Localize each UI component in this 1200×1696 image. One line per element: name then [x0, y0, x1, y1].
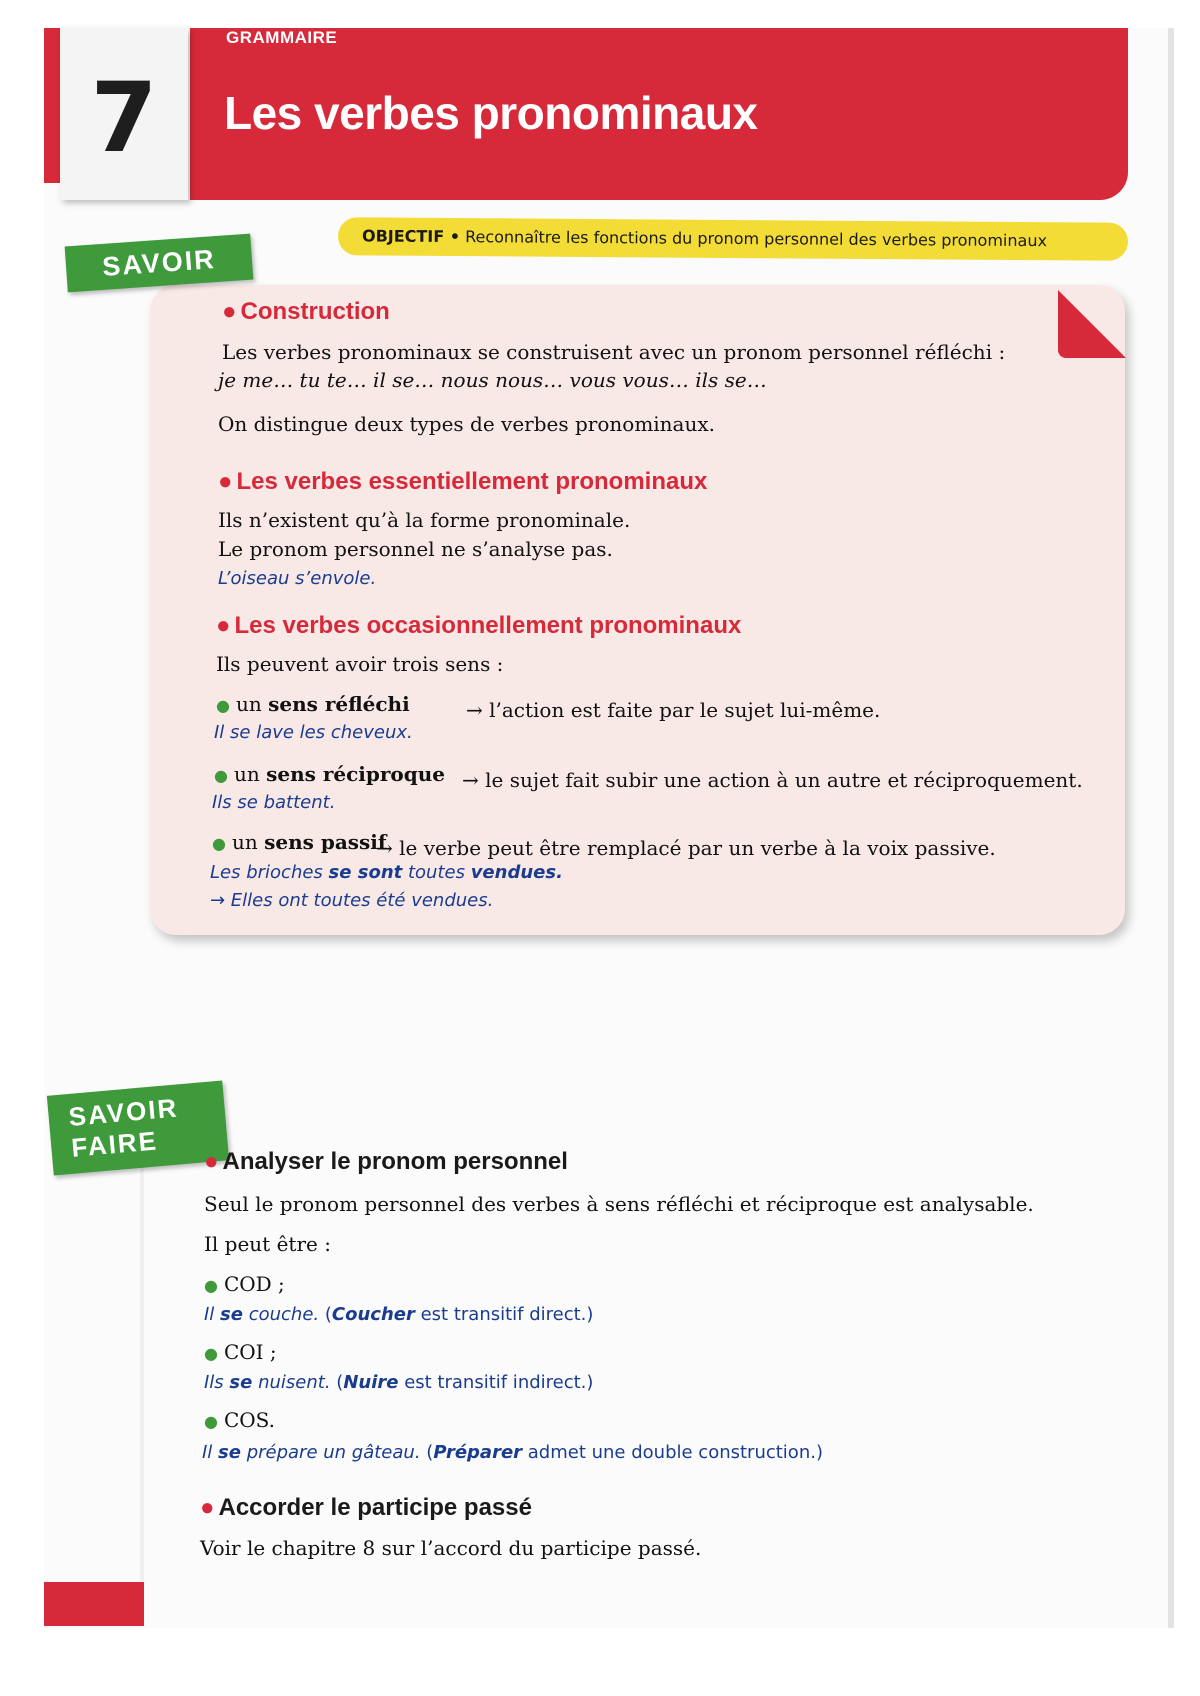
page-edge [1168, 28, 1174, 1628]
bullet-icon: ● [200, 1494, 215, 1521]
bullet-icon: ● [212, 834, 226, 853]
objective-text: Reconnaître les fonctions du pronom personnel des verbes pronominaux [465, 227, 1048, 251]
pronoun-list: je me… tu te… il se… nous nous… vous vous… ils se… [218, 368, 767, 392]
savoir-faire-tag [47, 1080, 229, 1175]
item-cod-example: Il se couche. (Coucher est transitif direct.) [204, 1304, 594, 1325]
sens-passif-label: ● un sens passif [212, 830, 387, 854]
construction-heading: ● Construction [222, 298, 390, 325]
essentiels-example: L’oiseau s’envole. [218, 568, 377, 589]
sens-reflechi-example: Il se lave les cheveux. [214, 722, 413, 743]
sens-passif-example: Les brioches se sont toutes vendues. [210, 862, 563, 883]
bottom-red-band [44, 1582, 144, 1626]
sens-passif-example2: → Elles ont toutes été vendues. [210, 890, 494, 911]
essentiels-line1: Ils n’existent qu’à la forme pronominale. [218, 508, 631, 532]
savoir-faire-tag-line2: FAIRE [70, 1125, 160, 1163]
accorder-line1: Voir le chapitre 8 sur l’accord du participe passé. [200, 1536, 702, 1560]
occasionnels-heading: ● Les verbes occasionnellement pronominaux [216, 612, 742, 639]
savoir-tag: SAVOIR [65, 234, 254, 293]
sens-reciproque-label: ● un sens réciproque [214, 762, 445, 786]
accorder-heading: ● Accorder le participe passé [200, 1494, 532, 1521]
savoir-faire-tag-line1: SAVOIR [67, 1092, 180, 1132]
construction-line2: On distingue deux types de verbes pronominaux. [218, 412, 716, 436]
bullet-icon: ● [222, 298, 237, 325]
margin-rule [140, 1130, 144, 1620]
section-label: GRAMMAIRE [226, 28, 338, 47]
bullet-icon: ● [214, 766, 228, 785]
bullet-icon: ● [204, 1148, 219, 1175]
construction-line1: Les verbes pronominaux se construisent avec un pronom personnel réfléchi : [222, 340, 1006, 364]
item-coi-example: Ils se nuisent. (Nuire est transitif indirect.) [204, 1372, 594, 1393]
sens-passif-definition: → le verbe peut être remplacé par un verbe à la voix passive. [376, 836, 996, 860]
chapter-number: 7 [90, 62, 158, 174]
page-title: Les verbes pronominaux [224, 87, 758, 139]
analyser-heading: ● Analyser le pronom personnel [204, 1148, 568, 1175]
item-coi-label: ● COI ; [204, 1340, 277, 1364]
bullet-icon: ● [204, 1344, 218, 1363]
item-cos-label: ● COS. [204, 1408, 276, 1432]
occasionnels-intro: Ils peuvent avoir trois sens : [216, 652, 504, 676]
sens-reciproque-definition: → le sujet fait subir une action à un autre et réciproquement. [462, 768, 1083, 792]
essentiels-heading: ● Les verbes essentiellement pronominaux [218, 468, 708, 495]
essentiels-line2: Le pronom personnel ne s’analyse pas. [218, 537, 613, 561]
chapter-number-tab [60, 28, 188, 200]
item-cos-example: Il se prépare un gâteau. (Préparer admet une double construction.) [202, 1442, 823, 1463]
bullet-icon: ● [216, 696, 230, 715]
objective-banner [338, 217, 1128, 261]
sens-reflechi-label: ● un sens réfléchi [216, 692, 410, 716]
bullet-icon: ● [218, 468, 233, 495]
sens-reciproque-example: Ils se battent. [212, 792, 336, 813]
analyser-line1: Seul le pronom personnel des verbes à sens réfléchi et réciproque est analysable. [204, 1192, 1034, 1216]
analyser-line2: Il peut être : [204, 1232, 331, 1256]
bullet-icon: ● [216, 612, 231, 639]
item-cod-label: ● COD ; [204, 1272, 285, 1296]
bullet-icon: ● [204, 1276, 218, 1295]
sens-reflechi-definition: → l’action est faite par le sujet lui-même. [466, 698, 881, 722]
objective-label: OBJECTIF • [361, 226, 461, 247]
bullet-icon: ● [204, 1412, 218, 1431]
